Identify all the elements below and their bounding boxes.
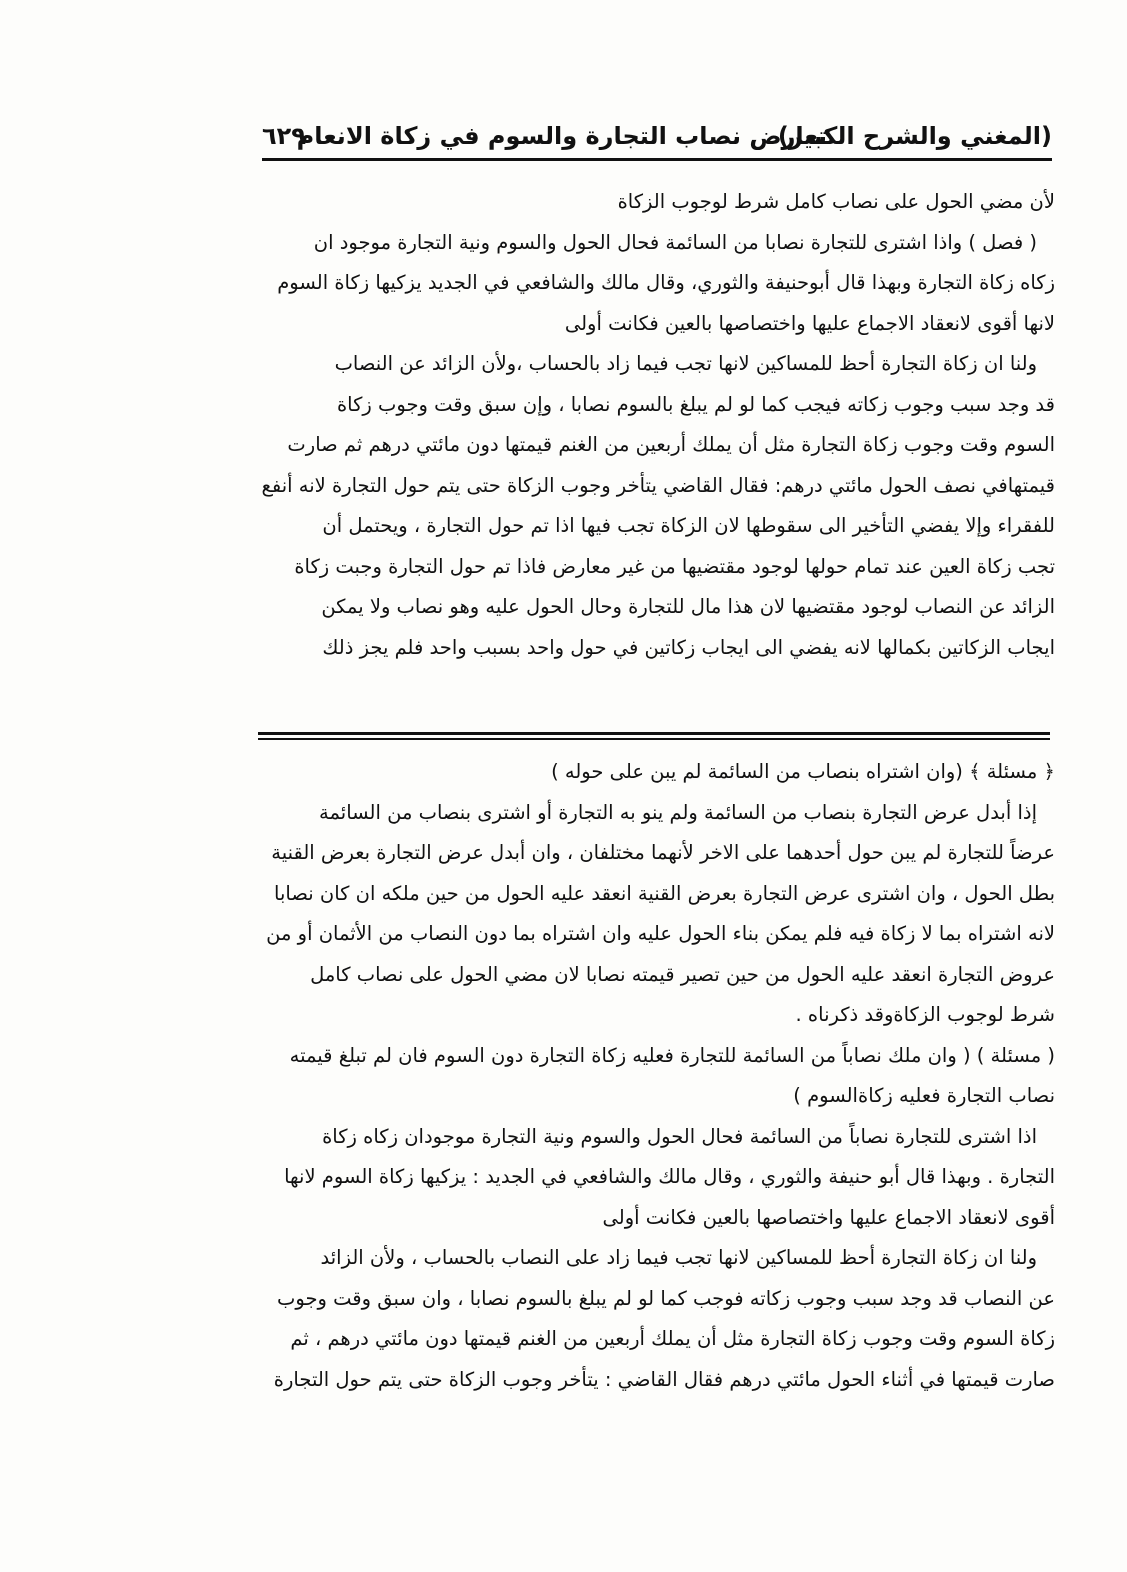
text-line: لأن مضي الحول على نصاب كامل شرط لوجوب الزكاة: [617, 190, 1055, 213]
section-title: تعارض نصاب التجارة والسوم في زكاة الانعام: [296, 122, 827, 150]
text-line: زكاة السوم وقت وجوب زكاة التجارة مثل أن يملك أربعين من الغنم قيمتها دون مائتي درهم ، ثم: [290, 1327, 1055, 1350]
section-separator-thin: [258, 738, 1050, 740]
masala-heading: ﴿ مسئلة ﴾ (وان اشتراه بنصاب من السائمة لم يبن على حوله ): [551, 760, 1055, 783]
text-line: اذا اشترى للتجارة نصاباً من السائمة فحال الحول والسوم ونية التجارة موجودان زكاه زكاة: [322, 1124, 1037, 1148]
text-line: بطل الحول ، وان اشترى عرض التجارة بعرض القنية انعقد عليه الحول من حين ملكه ان كان نصابا: [274, 881, 1055, 905]
text-line: عن النصاب قد وجد سبب وجوب زكاته فوجب كما لو لم يبلغ بالسوم نصابا ، وان سبق وقت وجوب: [277, 1286, 1055, 1310]
text-line: لانه اشتراه بما لا زكاة فيه فلم يمكن بناء الحول عليه وان اشتراه بما دون النصاب من الأثمان أو من: [266, 922, 1055, 945]
masala-heading: ( مسئلة ) ( وان ملك نصاباً من السائمة للتجارة فعليه زكاة التجارة دون السوم فان لم تبلغ قيمته: [289, 1043, 1055, 1067]
text-line: عروض التجارة انعقد عليه الحول من حين تصير قيمته نصابا لان مضي الحول على نصاب كامل: [310, 962, 1055, 986]
text-line: عرضاً للتجارة لم يبن حول أحدهما على الاخر لأنهما مختلفان ، وان أبدل عرض التجارة بعرض القنية: [271, 841, 1055, 864]
header-rule: [262, 158, 1052, 161]
text-line: ولنا ان زكاة التجارة أحظ للمساكين لانها تجب فيما زاد بالحساب ،ولأن الزائد عن النصاب: [334, 352, 1037, 375]
text-line: تجب زكاة العين عند تمام حولها لوجود مقتضيها من غير معارض فاذا تم حول التجارة وجبت زكاة: [294, 554, 1055, 578]
commentary-block: [258, 182, 1055, 668]
text-line: ايجاب الزكاتين بكمالها لانه يفضي الى ايجاب زكاتين في حول واحد بسبب واحد فلم يجز ذلك: [322, 635, 1055, 659]
section-separator: [258, 732, 1050, 735]
text-line: قد وجد سبب وجوب زكاته فيجب كما لو لم يبلغ بالسوم نصابا ، وإن سبق وقت وجوب زكاة: [336, 392, 1055, 416]
text-line: أقوى لانعقاد الاجماع عليها واختصاصها بالعين فكانت أولى: [602, 1205, 1055, 1229]
text-line: التجارة . وبهذا قال أبو حنيفة والثوري ، وقال مالك والشافعي في الجديد : يزكيها زكاة السوم لانها: [284, 1165, 1055, 1188]
text-line: زكاه زكاة التجارة وبهذا قال أبوحنيفة والثوري، وقال مالك والشافعي في الجديد يزكيها زكاة السوم: [277, 271, 1055, 294]
text-line: إذا أبدل عرض التجارة بنصاب من السائمة ولم ينو به التجارة أو اشترى بنصاب من السائمة: [319, 800, 1037, 824]
text-line: للفقراء وإلا يفضي التأخير الى سقوطها لان الزكاة تجب فيها اذا تم حول التجارة ، ويحتمل أن: [322, 514, 1055, 537]
running-header: [262, 118, 1052, 162]
text-line: شرط لوجوب الزكاةوقد ذكرناه .: [795, 1003, 1055, 1026]
text-line: ( فصل ) واذا اشترى للتجارة نصابا من السائمة فحال الحول والسوم ونية التجارة موجود ان: [313, 230, 1037, 254]
text-line: ولنا ان زكاة التجارة أحظ للمساكين لانها تجب فيما زاد على النصاب بالحساب ، ولأن الزائد: [320, 1246, 1037, 1269]
page-number: ٦٢٩: [262, 122, 306, 150]
text-line: لانها أقوى لانعقاد الاجماع عليها واختصاصها بالعين فكانت أولى: [564, 311, 1055, 335]
text-line: السوم وقت وجوب زكاة التجارة مثل أن يملك أربعين من الغنم قيمتها دون مائتي درهم ثم صارت: [287, 433, 1055, 456]
text-line: قيمتهافي نصف الحول مائتي درهم: فقال القاضي يتأخر وجوب الزكاة حتى يتم حول التجارة لانه أنفع: [261, 473, 1055, 497]
text-line: نصاب التجارة فعليه زكاةالسوم ): [793, 1084, 1055, 1107]
sharh-block: [258, 752, 1055, 1400]
book-title: (المغني والشرح الكبير): [777, 122, 1052, 150]
text-line: صارت قيمتها في أثناء الحول مائتي درهم فقال القاضي : يتأخر وجوب الزكاة حتى يتم حول التجارة: [273, 1367, 1055, 1391]
text-line: الزائد عن النصاب لوجود مقتضيها لان هذا مال للتجارة وحال الحول عليه وهو نصاب ولا يمكن: [321, 595, 1055, 618]
